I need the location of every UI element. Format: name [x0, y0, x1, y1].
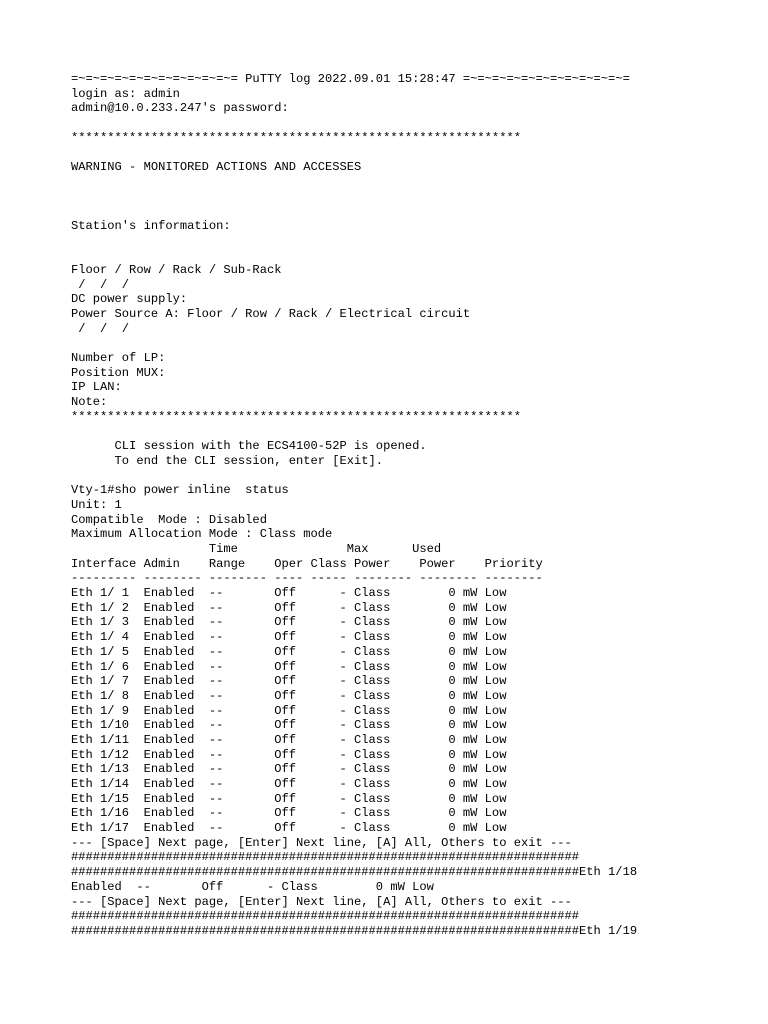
table-header-bottom: Interface Admin Range Oper Class Power Power Priority [71, 556, 543, 571]
terminal-log-page [71, 72, 751, 1012]
table-row: Eth 1/ 1 Enabled -- Off - Class 0 mW Low [71, 586, 507, 601]
note-line: Note: [71, 395, 108, 410]
hash-line-1: ###################################################################### [71, 850, 580, 865]
table-row: Eth 1/16 Enabled -- Off - Class 0 mW Low [71, 806, 507, 821]
table-row: Eth 1/ 8 Enabled -- Off - Class 0 mW Low [71, 688, 507, 703]
hash-line-4: ######################################################################Eth 1/19 [71, 923, 638, 938]
table-row: Eth 1/ 2 Enabled -- Off - Class 0 mW Low [71, 600, 507, 615]
warning-line: WARNING - MONITORED ACTIONS AND ACCESSES [71, 160, 362, 175]
table-row: Eth 1/ 9 Enabled -- Off - Class 0 mW Low [71, 703, 507, 718]
blank-line [71, 175, 751, 190]
table-row: Eth 1/10 Enabled -- Off - Class 0 mW Low [71, 718, 507, 733]
putty-log-header: =~=~=~=~=~=~=~=~=~=~=~= PuTTY log 2022.09.01 15:28:47 =~=~=~=~=~=~=~=~=~=~=~= [71, 72, 630, 86]
unit-line: Unit: 1 [71, 497, 122, 512]
hash-line-3: ###################################################################### [71, 909, 580, 924]
banner-separator-bottom: ************************************************************** [71, 409, 521, 424]
table-row: Eth 1/ 3 Enabled -- Off - Class 0 mW Low [71, 615, 507, 630]
blank-line [71, 234, 751, 249]
station-info-heading: Station's information: [71, 218, 231, 233]
slashes-line-2: / / / [71, 321, 130, 336]
table-row: Eth 1/ 7 Enabled -- Off - Class 0 mW Low [71, 674, 507, 689]
power-source-line: Power Source A: Floor / Row / Rack / Electrical circuit [71, 307, 471, 321]
dc-power-line: DC power supply: [71, 292, 188, 307]
table-header-top: Time Max Used [71, 542, 442, 556]
table-row: Eth 1/15 Enabled -- Off - Class 0 mW Low [71, 791, 507, 806]
blank-line [71, 204, 751, 219]
table-divider: --------- -------- -------- ---- ----- -------- -------- -------- [71, 571, 543, 586]
banner-separator-top: ************************************************************** [71, 130, 521, 145]
cli-exit-hint-line: To end the CLI session, enter [Exit]. [71, 453, 384, 468]
table-row: Eth 1/ 6 Enabled -- Off - Class 0 mW Low [71, 659, 507, 674]
table-row: Eth 1/14 Enabled -- Off - Class 0 mW Low [71, 777, 507, 791]
table-row: Eth 1/ 5 Enabled -- Off - Class 0 mW Low [71, 644, 507, 659]
command-prompt-line: Vty-1#sho power inline status [71, 483, 289, 498]
table-row: Eth 1/ 4 Enabled -- Off - Class 0 mW Low [71, 630, 507, 645]
table-row: Eth 1/13 Enabled -- Off - Class 0 mW Low [71, 762, 507, 777]
pager-prompt-2: --- [Space] Next page, [Enter] Next line, [A] All, Others to exit --- [71, 894, 572, 909]
blank-line [71, 190, 751, 205]
number-of-lp-line: Number of LP: [71, 351, 166, 366]
pager-prompt-1: --- [Space] Next page, [Enter] Next line, [A] All, Others to exit --- [71, 835, 572, 850]
slashes-line-1: / / / [71, 277, 130, 292]
cli-opened-line: CLI session with the ECS4100-52P is opened. [71, 439, 427, 454]
compatible-mode-line: Compatible Mode : Disabled [71, 512, 267, 527]
table-row: Eth 1/17 Enabled -- Off - Class 0 mW Low [71, 821, 507, 836]
max-allocation-line: Maximum Allocation Mode : Class mode [71, 527, 333, 542]
ip-lan-line: IP LAN: [71, 380, 122, 395]
blank-line [71, 248, 751, 263]
blank-line [71, 145, 751, 160]
login-prompt: login as: admin [71, 86, 180, 101]
table-row-18: Enabled -- Off - Class 0 mW Low [71, 879, 434, 894]
blank-line [71, 336, 751, 351]
blank-line [71, 116, 751, 131]
hash-line-2: ######################################################################Eth 1/18 [71, 865, 638, 880]
blank-line [71, 469, 751, 484]
floor-row-rack-line: Floor / Row / Rack / Sub-Rack [71, 262, 282, 277]
table-row: Eth 1/11 Enabled -- Off - Class 0 mW Low [71, 732, 507, 747]
position-mux-line: Position MUX: [71, 365, 166, 380]
password-prompt: admin@10.0.233.247's password: [71, 101, 289, 116]
blank-line [71, 425, 751, 440]
table-row: Eth 1/12 Enabled -- Off - Class 0 mW Low [71, 747, 507, 762]
